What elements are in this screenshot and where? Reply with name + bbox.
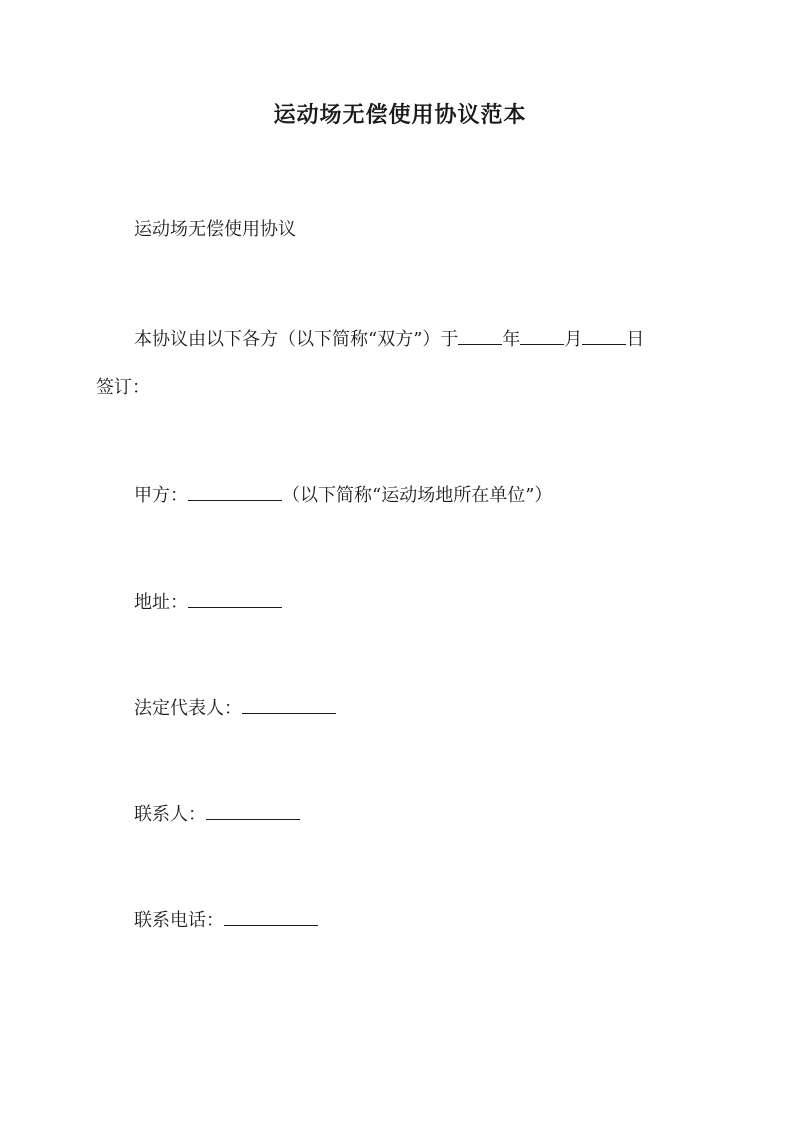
day-blank [582,326,626,345]
phone-blank [224,907,318,926]
address-label: 地址： [134,592,188,613]
party-a-line [134,482,552,508]
document-subtitle: 运动场无偿使用协议 [134,219,296,240]
phone-label: 联系电话： [134,910,224,931]
party-a-blank [188,482,282,501]
contact-label: 联系人： [134,804,206,825]
party-a-note: （以下简称“运动场地所在单位”） [282,485,553,506]
contact-blank [206,801,300,820]
intro-paragraph [134,326,644,352]
contact-line [134,801,300,827]
year-blank [458,326,502,345]
party-a-label: 甲方： [134,485,188,506]
month-label: 月 [564,329,583,350]
address-line [134,589,282,615]
legal-rep-blank [242,695,336,714]
intro-text: 本协议由以下各方（以下简称“双方”）于 [134,329,459,350]
legal-rep-label: 法定代表人： [134,698,242,719]
document-title: 运动场无偿使用协议范本 [273,102,527,128]
day-label: 日 [626,329,645,350]
year-label: 年 [502,329,521,350]
phone-line [134,907,318,933]
month-blank [520,326,564,345]
legal-rep-line [134,695,336,721]
address-blank [188,589,282,608]
intro-continuation: 签订： [96,377,150,398]
